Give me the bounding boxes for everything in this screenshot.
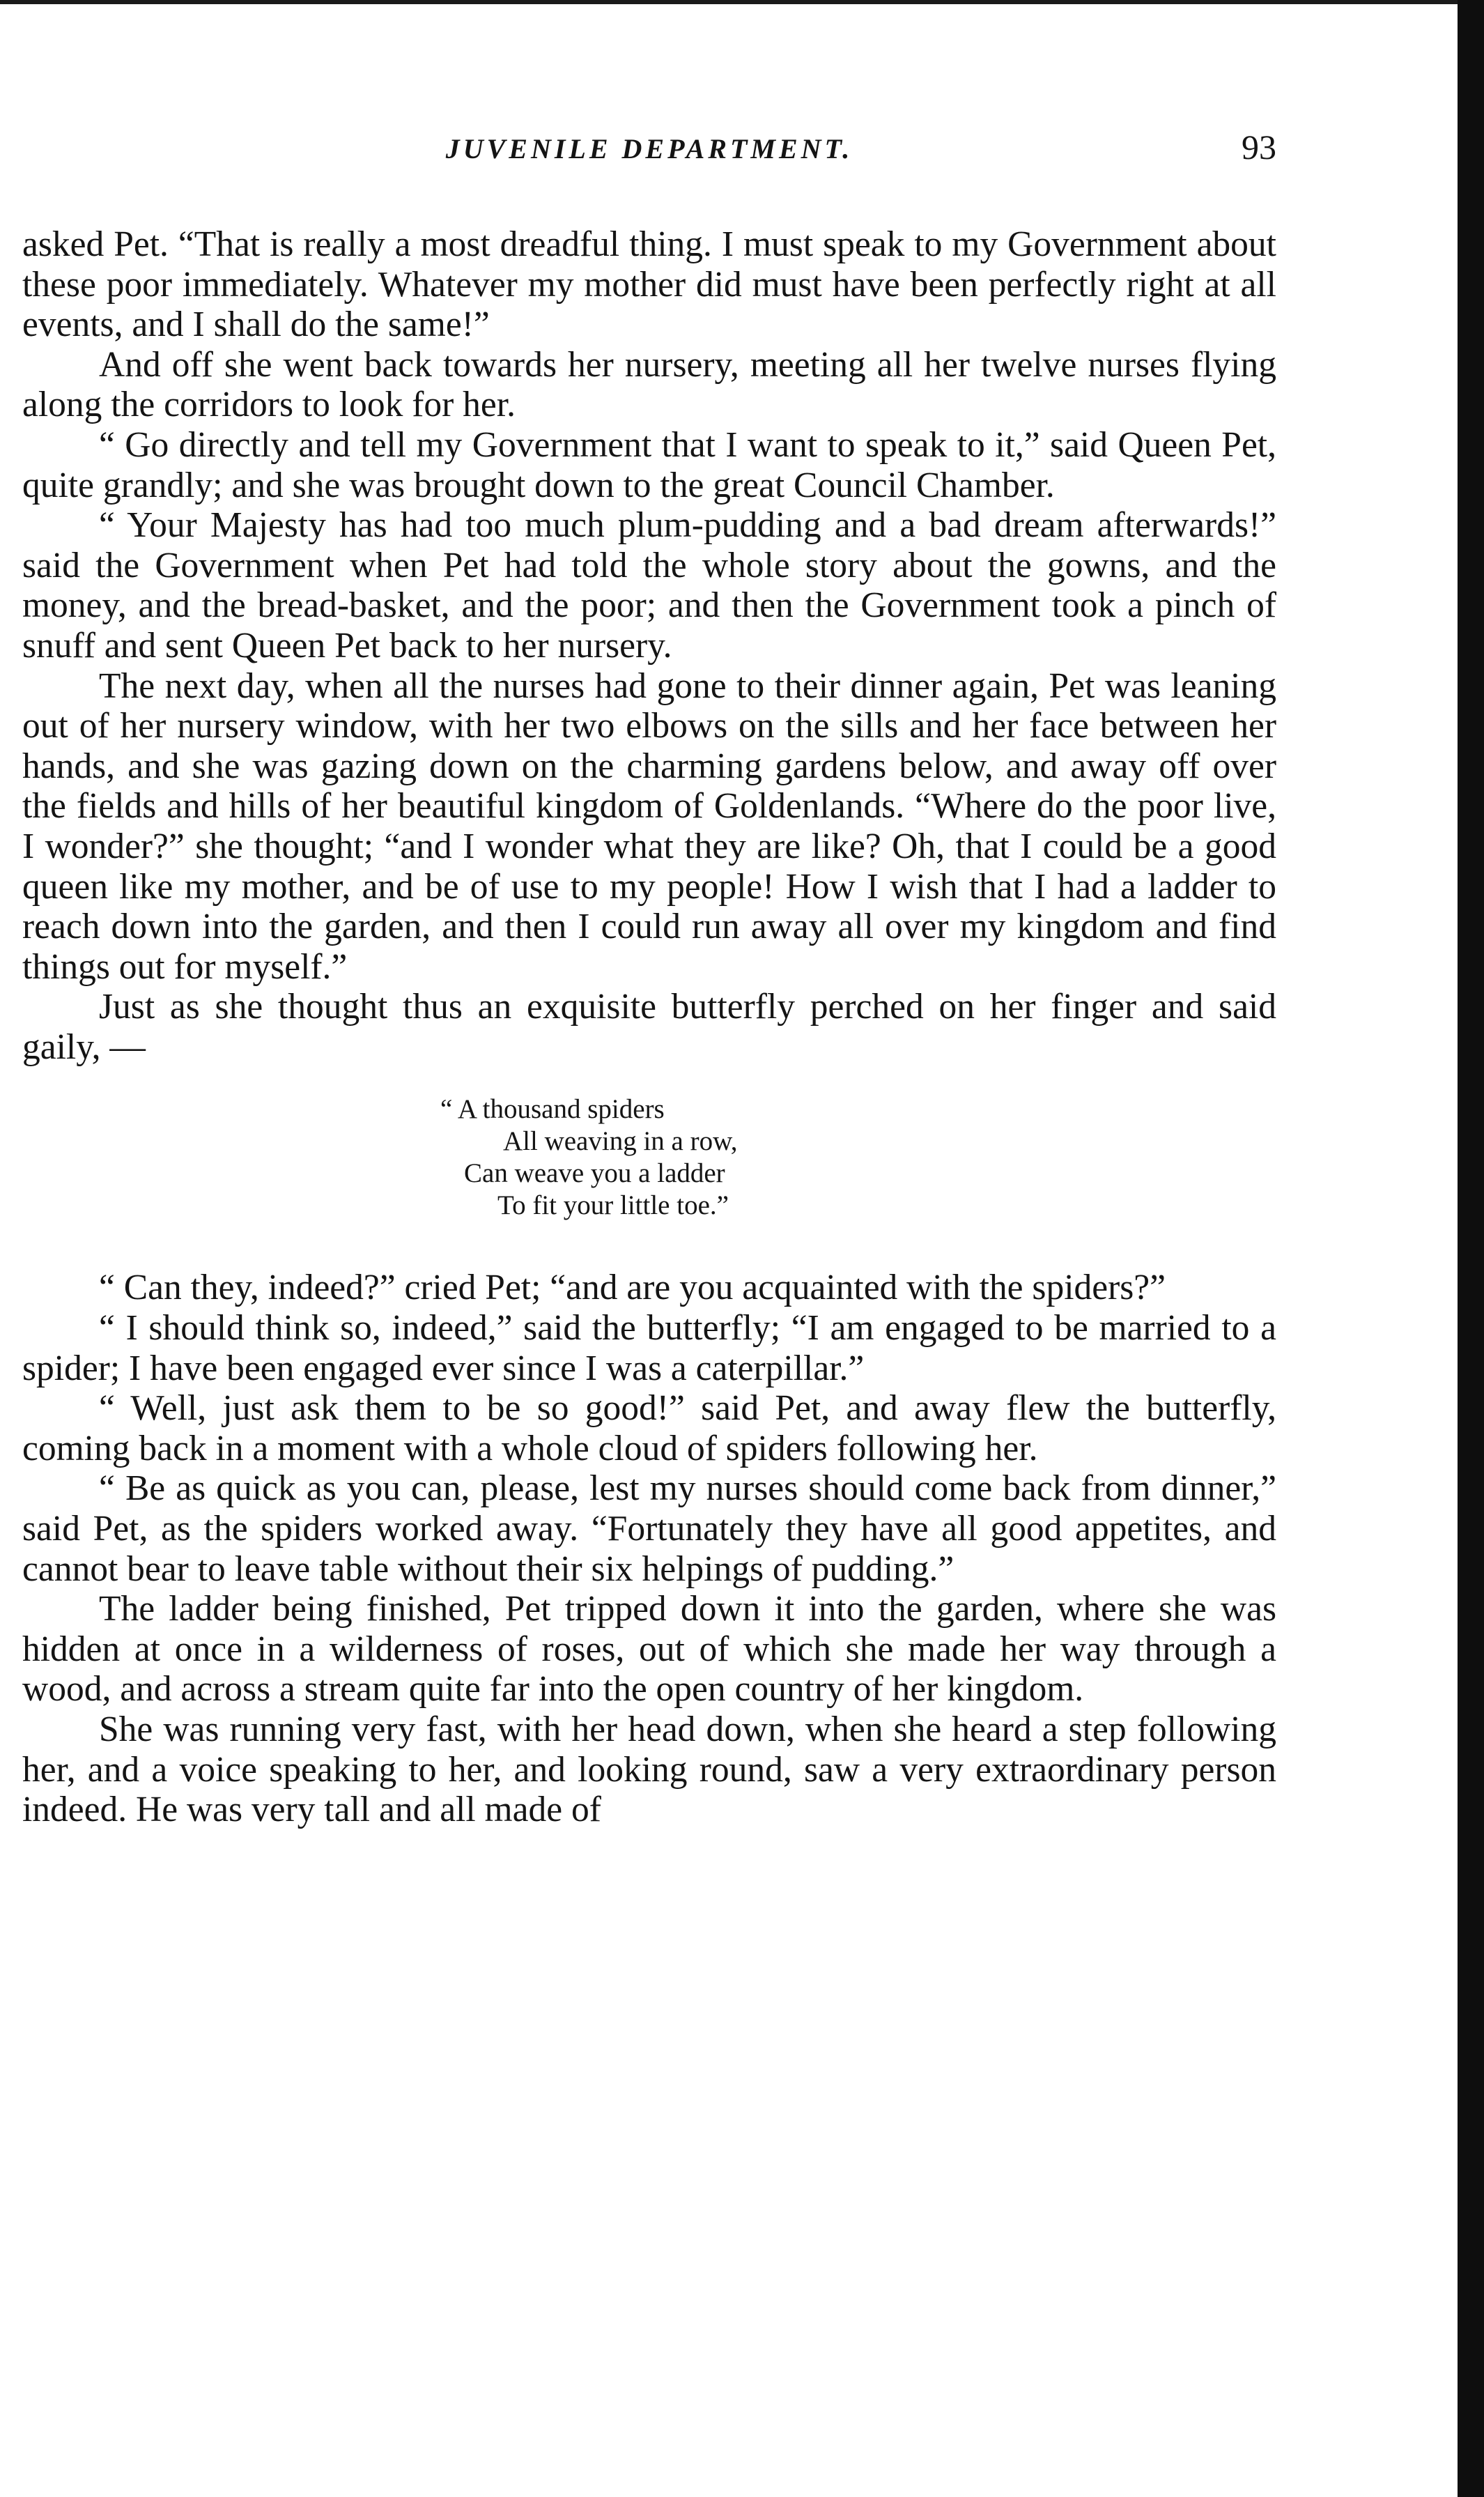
- verse-line: Can weave you a ladder: [464, 1158, 725, 1189]
- paragraph: And off she went back towards her nursery, meeting all her twelve nurses flying along the corridors to look for her.: [22, 344, 1276, 425]
- paragraph: “ I should think so, indeed,” said the butterfly; “I am engaged to be married to a spider; I have been engaged ever since I was a caterpillar.”: [22, 1308, 1276, 1388]
- verse-line: To fit your little toe.”: [497, 1190, 729, 1221]
- paragraph: She was running very fast, with her head down, when she heard a step following her, and a voice speaking to her, and looking round, saw a very extraordinary person indeed. He was very tall and all made of: [22, 1710, 1276, 1830]
- paragraph: The next day, when all the nurses had gone to their dinner again, Pet was leaning out of her nursery window, with her two elbows on the sills and her face between her hands, and she was gazing down on the charming gardens below, and away off over the fields and hills of her beautiful kingdom of Goldenlands. “Where do the poor live, I wonder?” she thought; “and I wonder what they are like? Oh, that I could be a good queen like my mother, and be of use to my people! How I wish that I had a ladder to reach down into the garden, and then I could run away all over my kingdom and find things out for myself.”: [22, 666, 1276, 987]
- paragraph: asked Pet. “That is really a most dreadful thing. I must speak to my Government about these poor immediately. Whatever my mother did must have been perfectly right at all events, and I shall do the same!”: [22, 224, 1276, 345]
- scan-edge-top: [0, 0, 1460, 4]
- paragraph: “ Be as quick as you can, please, lest my nurses should come back from dinner,” said Pet, as the spiders worked away. “Fortunately they have all good appetites, and cannot bear to leave table without their six helpings of pudding.”: [22, 1468, 1276, 1589]
- paragraph: “ Can they, indeed?” cried Pet; “and are you acquainted with the spiders?”: [99, 1268, 1166, 1308]
- paragraph: “ Your Majesty has had too much plum-pudding and a bad dream afterwards!” said the Government when Pet had told the whole story about the gowns, and the money, and the bread-basket, and the poor; and then the Government took a pinch of snuff and sent Queen Pet back to her nursery.: [22, 505, 1276, 666]
- verse-line: “ A thousand spiders: [440, 1094, 665, 1125]
- scan-edge-right: [1458, 0, 1484, 2497]
- running-title: JUVENILE DEPARTMENT.: [445, 133, 853, 164]
- paragraph: “ Well, just ask them to be so good!” said Pet, and away flew the butterfly, coming back in a moment with a whole cloud of spiders following her.: [22, 1388, 1276, 1468]
- verse-line: All weaving in a row,: [503, 1126, 738, 1157]
- paragraph: “ Go directly and tell my Government that I want to speak to it,” said Queen Pet, quite grandly; and she was brought down to the great Council Chamber.: [22, 424, 1276, 505]
- paragraph: The ladder being finished, Pet tripped down it into the garden, where she was hidden at once in a wilderness of roses, out of which she made her way through a wood, and across a stream quite far into the open country of her kingdom.: [22, 1589, 1276, 1710]
- page-number: 93: [1242, 128, 1276, 167]
- verse: [22, 1067, 1276, 1268]
- running-head: [22, 128, 1276, 174]
- body-text: [22, 224, 1276, 1830]
- paragraph: Just as she thought thus an exquisite butterfly perched on her finger and said gaily, —: [22, 987, 1276, 1067]
